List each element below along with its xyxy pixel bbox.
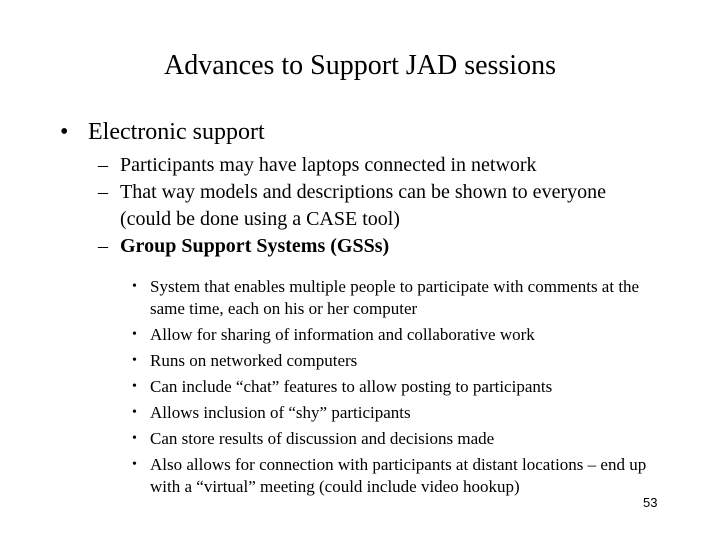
bullet-glyph: • — [132, 327, 137, 342]
gss-item — [132, 376, 652, 398]
gss-item — [132, 324, 652, 346]
bullet-electronic-support — [60, 116, 265, 148]
dash-glyph: – — [98, 235, 108, 257]
sub-bullet-gss — [98, 233, 658, 260]
page-number: 53 — [643, 495, 658, 510]
bullet-glyph: • — [60, 119, 69, 145]
bullet-text: Electronic support — [88, 119, 265, 145]
gss-item — [132, 428, 652, 450]
slide-title: Advances to Support JAD sessions — [164, 50, 556, 81]
sub-bullet-text: Participants may have laptops connected in network — [120, 154, 537, 176]
gss-item-text: Runs on networked computers — [150, 351, 358, 370]
bullet-glyph: • — [132, 405, 137, 420]
bullet-glyph: • — [132, 457, 137, 472]
gss-item-text: Allows inclusion of “shy” participants — [150, 403, 411, 422]
gss-item — [132, 350, 652, 372]
gss-item-text: Also allows for connection with participants at distant locations – end up with a “virtual” meeting (could include video hookup) — [150, 455, 647, 496]
bullet-glyph: • — [132, 379, 137, 394]
gss-item — [132, 276, 652, 320]
dash-glyph: – — [98, 181, 108, 203]
bullet-glyph: • — [132, 279, 137, 294]
bullet-glyph: • — [132, 431, 137, 446]
gss-item-text: Can include “chat” features to allow posting to participants — [150, 377, 553, 396]
sub-bullet-text: Group Support Systems (GSSs) — [120, 235, 390, 257]
gss-item — [132, 402, 652, 424]
gss-detail-list — [132, 276, 652, 502]
gss-item-text: Can store results of discussion and decisions made — [150, 429, 495, 448]
gss-item — [132, 454, 652, 498]
sub-bullet-list — [98, 152, 658, 260]
gss-item-text: Allow for sharing of information and collaborative work — [150, 325, 535, 344]
sub-bullet-models — [98, 179, 658, 233]
bullet-glyph: • — [132, 353, 137, 368]
sub-bullet-laptops — [98, 152, 658, 179]
sub-bullet-text: That way models and descriptions can be shown to everyone (could be done using a CASE tool) — [120, 181, 606, 230]
gss-item-text: System that enables multiple people to participate with comments at the same time, each on his or her computer — [150, 277, 640, 318]
dash-glyph: – — [98, 154, 108, 176]
